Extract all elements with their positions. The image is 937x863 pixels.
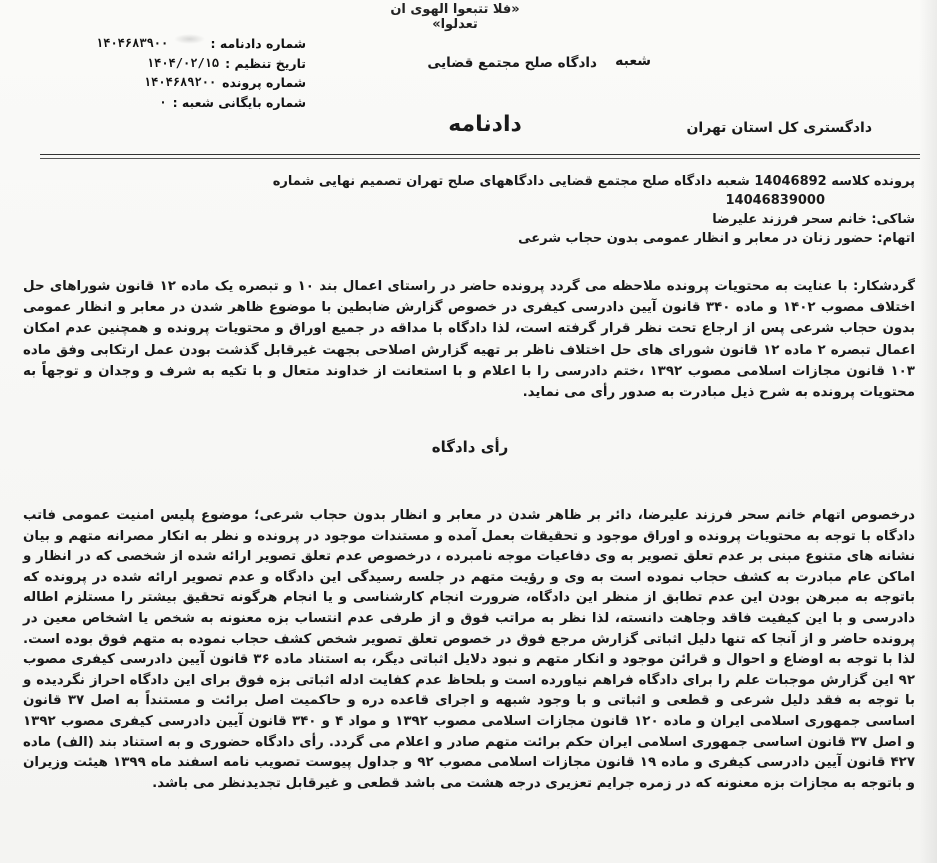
verdict-number-row [96,34,306,54]
verdict-number-value: ۱۴۰۴۶۸۳۹۰۰ [96,36,169,50]
document-title: دادنامه [448,112,522,137]
verdict-number-label: شماره دادنامه : [210,36,306,51]
verdict-heading: رأی دادگاه [431,438,509,456]
charge-line: اتهام: حضور زنان در معابر و انظار عمومی بدون حجاب شرعی [518,231,915,246]
redaction-mark [174,34,204,44]
scan-edge-shadow [919,0,937,863]
province-judiciary: دادگستری کل استان تهران [686,120,872,136]
case-file-line: پرونده کلاسه 14046892 شعبه دادگاه صلح مجتمع قضایی دادگاههای صلح تهران تصمیم نهایی شماره [272,174,915,189]
archive-number-row [96,93,306,113]
case-summary-paragraph: گردشکار: با عنایت به محتویات پرونده ملاحظه می گردد پرونده حاضر در راستای اعمال بند ۱۰ و تبصره یک ماده ۱۲ قانون شوراهای حل اختلاف مصوب ۱۴۰۲ و ماده ۳۴۰ قانون آیین دادرسی کیفری در خصوص گزارش ضابطین با موضوع ظاهر شدن در معابر و انظار عمومی بدون حجاب شرعی پس از ارجاع تحت نظر قرار گرفته است، لذا دادگاه با مداقه در جمیع اوراق و محتویات پرونده و همچنین عدم امکان اعمال تبصره ۲ ماده ۱۲ قانون شورای های حل اختلاف ناظر بر تهیه گزارش اصلاحی بجهت غیرقابل گذشت بودن عمل ارتکابی وفق ماده ۱۰۳ قانون مجازات اسلامی مصوب ۱۳۹۲ ،ختم دادرسی را با اعلام و با استعانت از خداوند متعال و با تکیه به شرف و وجدان و توجهاً به محتویات پرونده به شرح ذیل مبادرت به صدور رأی می نماید. [23,279,916,401]
metadata-block [96,34,306,112]
header-divider [40,154,920,155]
archive-number-value: ۰ [159,94,167,109]
date-label: تاریخ تنظیم : [225,55,306,71]
final-decision-number: 14046839000 [725,193,825,208]
court-name: دادگاه صلح مجتمع قضایی [427,55,597,71]
case-number-label: شماره پرونده [222,75,306,90]
case-info [23,172,915,248]
archive-number-label: شماره بایگانی شعبه : [172,94,306,110]
complainant-line: شاکی: خانم سحر فرزند علیرضا [712,212,915,227]
branch-label: شعبه [615,53,651,69]
header-divider-secondary [40,158,920,159]
date-value: ۱۴۰۴/۰۲/۱۵ [146,55,220,70]
case-number-value: ۱۴۰۴۶۸۹۲۰۰ [143,75,217,89]
header-motto: «فلا تتبعوا الهوی ان تعدلوا» [390,2,520,32]
case-number-row [96,73,306,93]
date-row [96,54,306,74]
verdict-paragraph: درخصوص اتهام خانم سحر فرزند علیرضا، دائر بر ظاهر شدن در معابر و انظار بدون حجاب شرعی؛ موضوع پلیس امنیت عمومی فاتب دادگاه با توجه به محتویات پرونده و اوراق موجود و تحقیقات بعمل آمده و مستندات موجود در پرونده و نظر به انکار مصرانه متهم و بیان نشانه های متنوع مبنی بر عدم تعلق تصویر به وی دفاعیات موجه نامبرده ، درخصوص عدم تعلق تصویر ارائه شده از شخصی که در انظار و اماکن عام مبادرت به کشف حجاب نموده است به وی و رؤیت متهم در جلسه رسیدگی این دادگاه و عدم تصویر ارائه شده در پرونده که باتوجه به مبرهن بودن این عدم تطابق از منظر این دادگاه، ضرورت انجام کارشناسی و یا انجام هرگونه تحقیق بیشتر را مستلزم اطاله دادرسی و با این کیفیت فاقد وجاهت دانسته، لذا نظر به مراتب فوق و از طرفی عدم انتساب بزه معنونه به شخص یا اشخاص معین در پرونده حاضر و از آنجا که تنها دلیل اثباتی گزارش مرجع فوق در خصوص تعلق تصویر شخص کشف حجاب نموده به متهم فوق بوده است. لذا با توجه به اوضاع و احوال و قرائن موجود و انکار متهم و نبود دلایل اثباتی دیگر، به استناد ماده ۳۶ قانون آیین دادرسی کیفری مصوب ۹۲ این گزارش موجبات علم را برای دادگاه فراهم نیاورده است و بلحاظ عدم کفایت ادله اثباتی بزه فوق برای این دادگاه احراز نگردیده و با توجه به فقد دلیل شرعی و قطعی و اثباتی و با وجود شبهه و اجرای قاعده دره و حاکمیت اصل برائت و مستنداً به اصل ۳۷ قانون اساسی جمهوری اسلامی ایران و ماده ۱۲۰ قانون مجازات اسلامی مصوب ۱۳۹۲ و مواد ۴ و ۳۴۰ قانون آیین دادرسی کیفری مصوب ۱۳۹۲ و اصل ۳۷ قانون اساسی جمهوری اسلامی ایران حکم برائت متهم صادر و اعلام می گردد. رأی دادگاه حضوری و به استناد بند (الف) ماده ۴۲۷ قانون آیین دادرسی کیفری و ماده ۱۹ قانون مجازات اسلامی مصوب ۹۲ و جداول پیوست تصویب نامه اسفند ماه ۱۳۹۹ هیئت وزیران و باتوجه به مجازات بزه معنونه که در زمره جرایم تعزیری درجه هشت می باشد قطعی و غیرقابل تجدیدنظر می باشد. [23,508,916,791]
